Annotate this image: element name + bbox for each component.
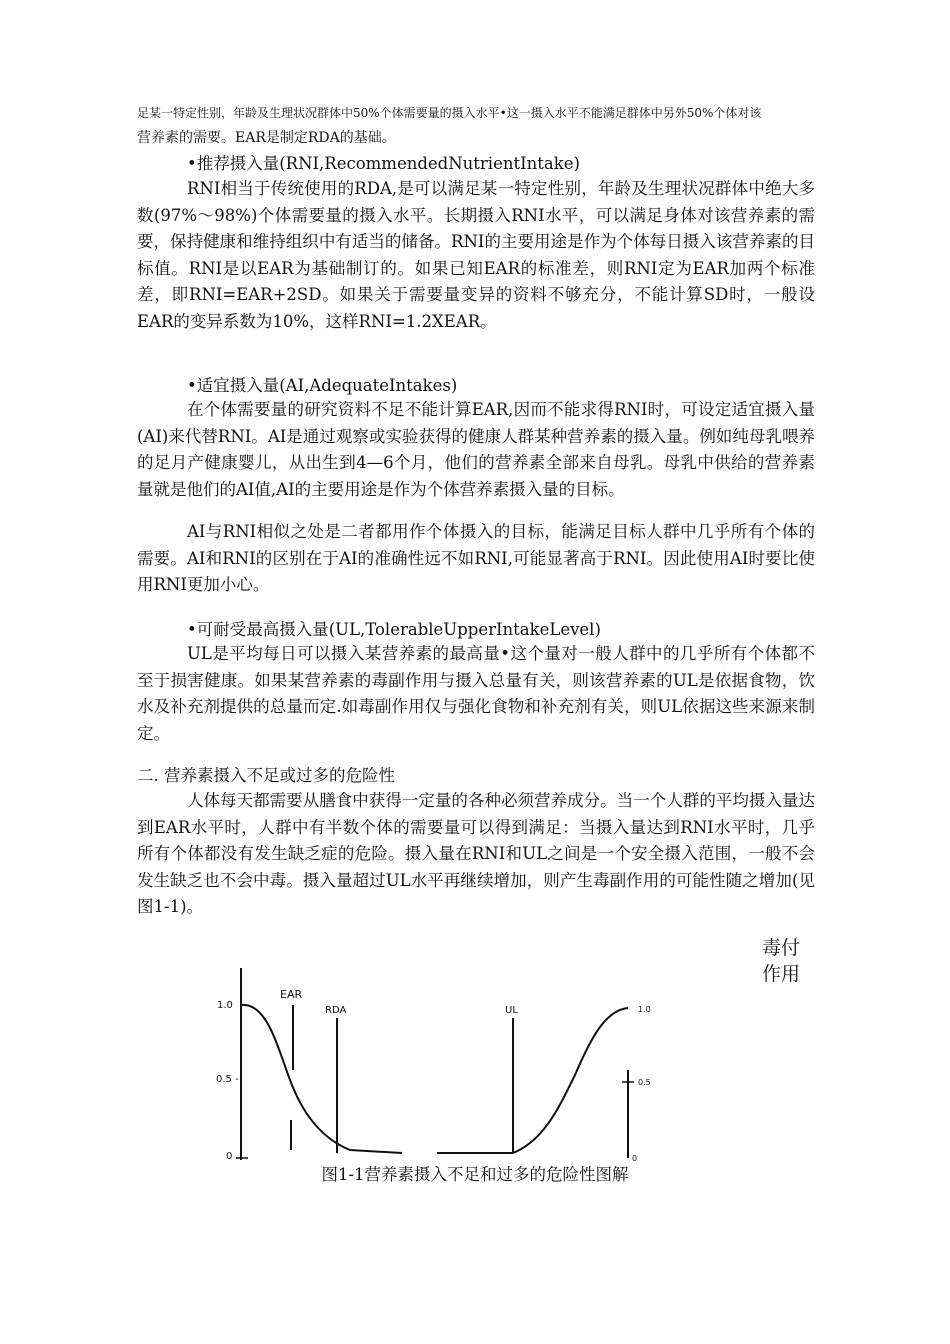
left-tick-0: 0	[226, 1151, 233, 1162]
rni-paragraph: RNI相当于传统使用的RDA,是可以满足某一特定性别，年龄及生理状况群体中绝大多数(97%〜98%)个体需要量的摄入水平。长期摄入RNI水平，可以满足身体对该营养素的需要，保持健康和维持组织中有适当的储备。RNI的主要用途是作为个体每日摄入该营养素的目标值。RNI是以EAR为基础制订的。如果已知EAR的标准差，则RNI定为EAR加两个标准差，即RNI=EAR+2SD。如果关于需要量变异的资料不够充分，不能计算SD时，一般设EAR的变异系数为10%，这样RNI=1.2XEAR。	[137, 179, 815, 331]
intro-line-2: 营养素的需要。EAR是制定RDA的基础。	[137, 130, 396, 146]
right-tick-half: 0.5	[638, 1078, 651, 1087]
ai-heading: •适宜摄入量(AI,AdequateIntakes)	[187, 376, 458, 395]
side-label-line-1: 毒付	[762, 937, 801, 959]
left-tick-half: 0.5 -	[216, 1074, 239, 1085]
right-tick-1: 1.0	[638, 1005, 651, 1014]
ai-paragraph-2: AI与RNI相似之处是二者都用作个体摄入的目标，能满足目标人群中几乎所有个体的需要。AI和RNI的区别在于AI的准确性远不如RNI,可能显著高于RNI。因此使用AI时要比使用RNI更加小心。	[137, 522, 815, 594]
rda-label: RDA	[325, 1005, 347, 1016]
rni-heading: •推荐摄入量(RNI,RecommendedNutrientIntake)	[187, 154, 580, 173]
figure-caption: 图1-1营养素摄入不足和过多的危险性图解	[321, 1165, 629, 1184]
ai-paragraph-1: 在个体需要量的研究资料不足不能计算EAR,因而不能求得RNI时，可设定适宜摄入量(AI)来代替RNI。AI是通过观察或实验获得的健康人群某种营养素的摄入量。例如纯母乳喂养的足月产健康婴儿，从出生到4—6个月，他们的营养素全部来自母乳。母乳中供给的营养素量就是他们的AI值,AI的主要用途是作为个体营养素摄入量的目标。	[137, 400, 815, 499]
ul-label: UL	[505, 1005, 518, 1016]
toxicity-risk-curve	[513, 1008, 628, 1153]
left-tick-1: 1.0	[217, 1000, 233, 1011]
section-2-paragraph: 人体每天都需要从膳食中获得一定量的各种必须营养成分。当一个人群的平均摄入量达到EAR水平时，人群中有半数个体的需要量可以得到满足：当摄入量达到RNI水平时，几乎所有个体都没有发生缺乏症的危险。摄入量在RNI和UL之间是一个安全摄入范围，一般不会发生缺乏也不会中毒。摄入量超过UL水平再继续增加，则产生毒副作用的可能性随之增加(见图1-1)。	[137, 791, 815, 916]
ul-heading: •可耐受最高摄入量(UL,TolerableUpperIntakeLevel)	[187, 620, 601, 639]
intro-line-1: 足某一特定性别，年龄及生理状况群体中50%个体需要量的摄入水平•这一摄入水平不能满足群体中另外50%个体对该	[137, 106, 762, 120]
side-label-line-2: 作用	[762, 963, 801, 985]
right-tick-0: 0	[632, 1154, 638, 1163]
ear-label: EAR	[280, 988, 303, 1001]
ul-paragraph: UL是平均每日可以摄入某营养素的最高量•这个量对一般人群中的几乎所有个体都不至于损害健康。如果某营养素的毒副作用与摄入总量有关，则该营养素的UL是依据食物，饮水及补充剂提供的总量而定.如毒副作用仅与强化食物和补充剂有关，则UL依据这些来源来制定。	[137, 644, 815, 743]
deficiency-risk-curve	[241, 1005, 402, 1153]
section-2-heading: 二. 营养素摄入不足或过多的危险性	[137, 766, 395, 785]
